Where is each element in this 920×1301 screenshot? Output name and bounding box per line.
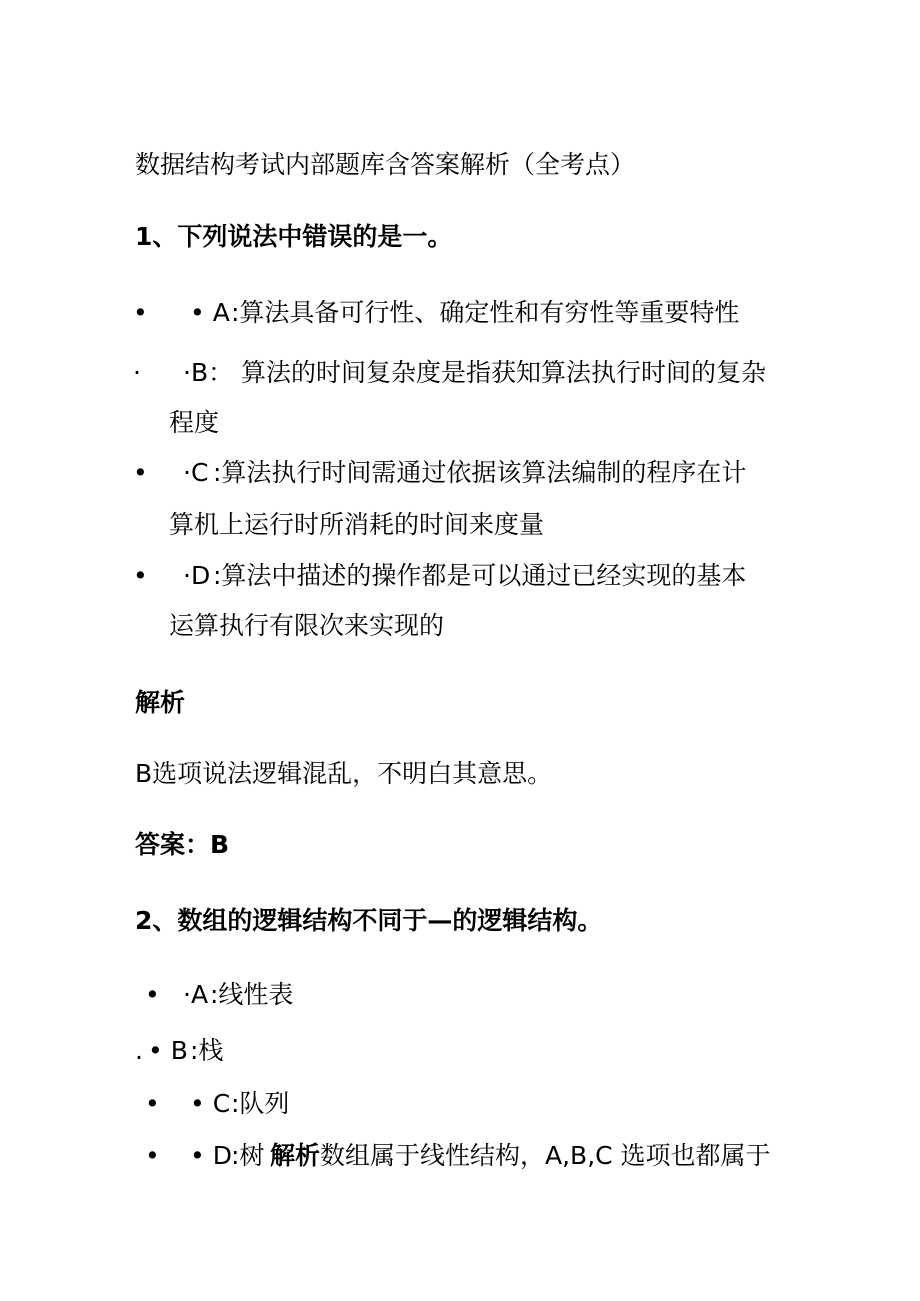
option-prefix: • D (190, 1141, 232, 1170)
option-prefix: ·D (183, 561, 211, 590)
option-text-continuation: 运算执行有限次来实现的 (169, 611, 445, 640)
option-prefix: ·A (183, 980, 209, 1009)
bullet-marker: . (135, 1036, 143, 1065)
option-text: :算法执行时间需通过依据该算法编制的程序在计 (213, 458, 747, 487)
option-prefix: ·C (183, 458, 209, 487)
inline-analysis-text: 数组属于线性结构，A,B,C 选项也都属于 (320, 1141, 771, 1170)
bullet-marker: • (145, 1141, 160, 1170)
option-text: :算法具备可行性、确定性和有穷性等重要特性 (231, 298, 740, 327)
bullet-marker: • (133, 298, 148, 327)
analysis-text: B选项说法逻辑混乱，不明白其意思。 (135, 759, 553, 788)
option-text: :算法中描述的操作都是可以通过已经实现的基本 (213, 561, 747, 590)
option-prefix: • C (190, 1089, 231, 1118)
option-prefix: • B (148, 1036, 188, 1065)
option-text-continuation: 程度 (169, 408, 220, 437)
analysis-heading: 解析 (135, 688, 186, 717)
answer-text: 答案：B (135, 830, 230, 859)
option-text: :线性表 (210, 980, 294, 1009)
bullet-marker: • (133, 561, 148, 590)
option-text-continuation: 算机上运行时所消耗的时间来度量 (169, 510, 545, 539)
bullet-marker: · (133, 358, 141, 387)
document-title: 数据结构考试内部题库含答案解析（全考点） (135, 150, 636, 179)
option-text: :队列 (231, 1089, 290, 1118)
bullet-marker: • (145, 1089, 160, 1118)
option-text: :栈 (190, 1036, 224, 1065)
inline-analysis-label: 解析 (270, 1141, 321, 1170)
question-2: 2、数组的逻辑结构不同于—的逻辑结构。 (135, 906, 603, 935)
option-prefix: • A (190, 298, 230, 327)
option-text: :树 (231, 1141, 265, 1170)
option-prefix: ·B： (183, 358, 234, 387)
bullet-marker: • (145, 980, 160, 1009)
question-1: 1、下列说法中错误的是一。 (135, 222, 453, 251)
bullet-marker: • (133, 458, 148, 487)
option-text: 算法的时间复杂度是指获知算法执行时间的复杂 (241, 358, 767, 387)
